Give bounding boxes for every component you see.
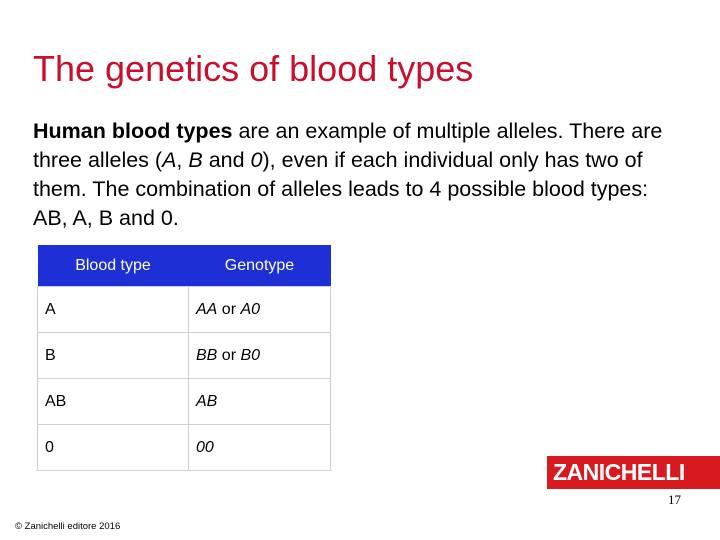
- copyright-notice: © Zanichelli editore 2016: [15, 521, 121, 532]
- allele-b: B: [188, 148, 203, 172]
- genotype-1: AA: [196, 300, 218, 318]
- paragraph-text-2: ), even if each individual only has two of them. The combination of alleles leads to 4 possible blood types: AB, A, B and 0.: [33, 148, 649, 230]
- body-paragraph: [33, 117, 673, 233]
- genotype-or: or: [217, 300, 241, 318]
- table-row: [38, 333, 331, 379]
- blood-type-cell: A: [38, 287, 189, 333]
- genotype-or: or: [217, 346, 241, 364]
- blood-type-cell: 0: [38, 425, 189, 471]
- table-row: [38, 287, 331, 333]
- genotype-2: B0: [240, 346, 261, 364]
- paragraph-text-1: are an example of multiple alleles. There are three alleles (: [33, 119, 663, 172]
- paragraph-sep-1: ,: [176, 148, 189, 172]
- zanichelli-logo: ZANICHELLI: [547, 456, 720, 489]
- allele-0: 0: [250, 148, 263, 172]
- allele-a: A: [162, 148, 177, 172]
- genotype-cell: [189, 425, 331, 471]
- table-row: [38, 425, 331, 471]
- genotype-cell: [189, 287, 331, 333]
- genotype-2: A0: [240, 300, 261, 318]
- table-row: [38, 379, 331, 425]
- blood-type-table: [37, 245, 331, 471]
- slide-title: The genetics of blood types: [33, 48, 474, 89]
- table-header-row: [38, 245, 331, 287]
- genotype-cell: [189, 379, 331, 425]
- header-blood-type: Blood type: [38, 245, 189, 287]
- header-genotype: Genotype: [189, 245, 331, 287]
- genotype-1: 00: [196, 438, 214, 456]
- paragraph-lead: Human blood types: [33, 119, 233, 143]
- genotype-cell: [189, 333, 331, 379]
- page-number: 17: [668, 492, 681, 507]
- genotype-1: AB: [196, 392, 218, 410]
- paragraph-sep-2: and: [202, 148, 251, 172]
- blood-type-cell: AB: [38, 379, 189, 425]
- blood-type-cell: B: [38, 333, 189, 379]
- genotype-1: BB: [196, 346, 218, 364]
